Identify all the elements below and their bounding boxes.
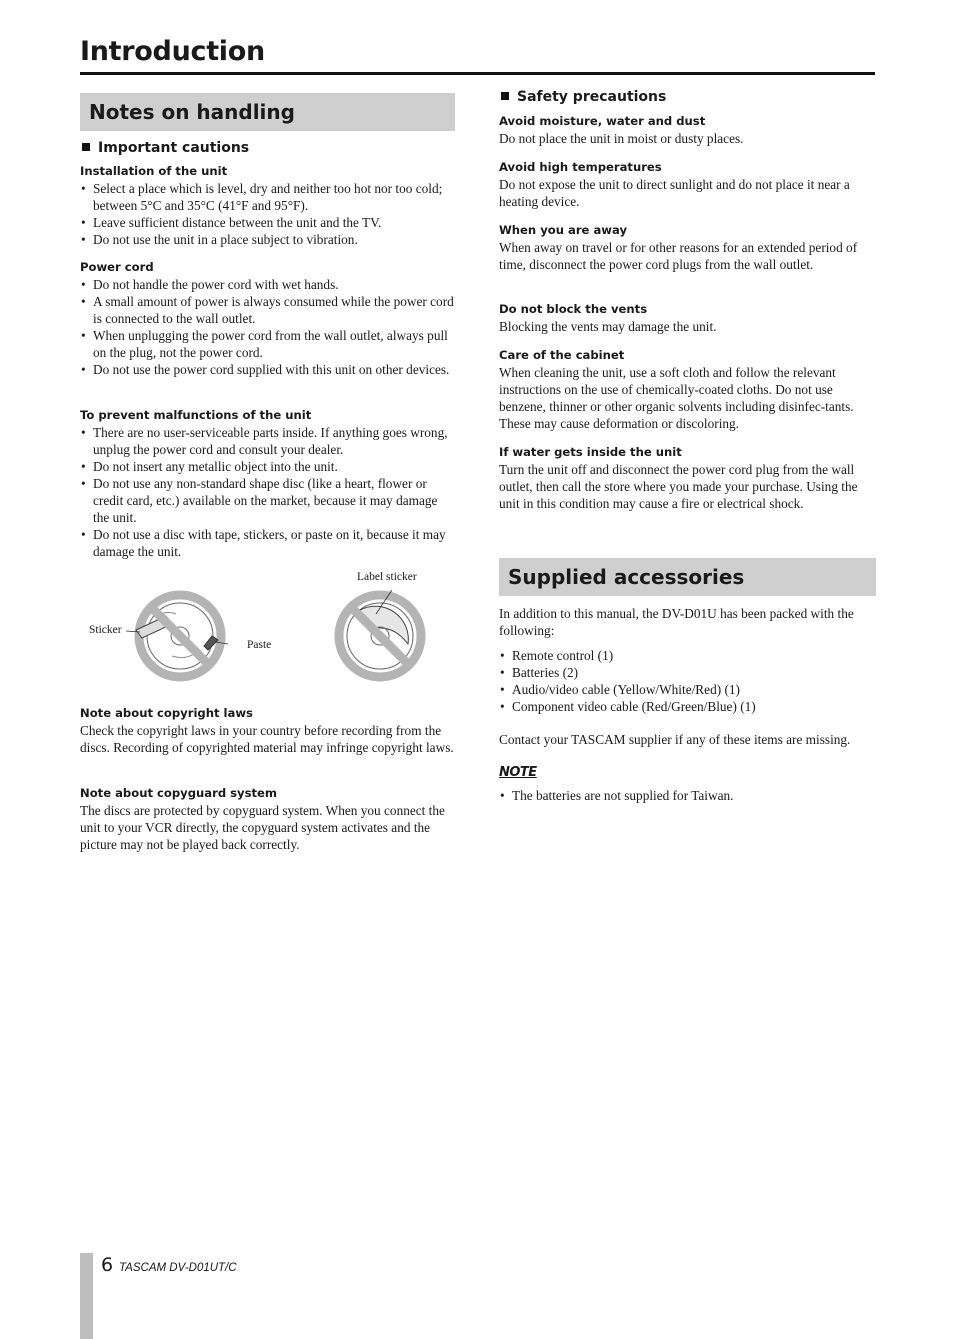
label-sticker-label: Label sticker <box>357 571 417 583</box>
list-item: • The batteries are not supplied for Taiwan. <box>499 787 876 804</box>
footer-model-text: TASCAM DV-D01UT/C <box>119 1262 237 1274</box>
list-item: • Do not use a disc with tape, stickers, or paste on it, because it may damage the unit. <box>80 526 456 560</box>
list-item: • Leave sufficient distance between the unit and the TV. <box>80 214 456 231</box>
prohibited-sticker-disc-icon <box>126 595 228 677</box>
power-cord-block <box>80 259 456 378</box>
list-item: • Remote control (1) <box>499 647 876 664</box>
prohibited-label-sticker-disc-icon <box>339 590 421 677</box>
list-item: • Do not use the power cord supplied with this unit on other devices. <box>80 361 456 378</box>
away-text: When away on travel or for other reasons for an extended period of time, disconnect the power cord plugs from the wall outlet. <box>499 240 858 272</box>
subheading-label: Safety precautions <box>517 89 667 105</box>
title-rule <box>80 72 875 75</box>
page-number: 6 <box>101 1254 114 1276</box>
copyguard-block <box>80 785 456 853</box>
installation-heading: Installation of the unit <box>80 164 228 178</box>
list-item: • Do not handle the power cord with wet hands. <box>80 276 456 293</box>
malfunctions-block <box>80 407 456 560</box>
page-title: Introduction <box>80 36 265 67</box>
list-item: • Batteries (2) <box>499 664 876 681</box>
prohibited-discs-illustration <box>80 568 456 688</box>
water-block <box>499 444 876 512</box>
footer-bar <box>80 1253 93 1339</box>
accessories-contact: Contact your TASCAM supplier if any of these items are missing. <box>499 732 851 747</box>
subheading-important-cautions <box>80 140 249 156</box>
section-title-notes-on-handling: Notes on handling <box>80 93 455 131</box>
water-heading: If water gets inside the unit <box>499 445 682 459</box>
moisture-heading: Avoid moisture, water and dust <box>499 114 706 128</box>
copyguard-text: The discs are protected by copyguard system. When you connect the unit to your VCR directly, the copyguard system activates and the picture may not be played back correctly. <box>80 803 445 852</box>
high-temp-heading: Avoid high temperatures <box>499 160 662 174</box>
vents-heading: Do not block the vents <box>499 302 648 316</box>
disc-figure <box>80 568 456 688</box>
vents-text: Blocking the vents may damage the unit. <box>499 319 717 334</box>
water-text: Turn the unit off and disconnect the power cord plug from the wall outlet, then call the store where you made your purchase. Using the unit in this condition may cause a fire or electrical shock. <box>499 462 858 511</box>
list-item: • Do not insert any metallic object into the unit. <box>80 458 456 475</box>
vents-block <box>499 301 876 335</box>
list-item: • A small amount of power is always consumed while the power cord is connected to the wall outlet. <box>80 293 456 327</box>
copyright-text: Check the copyright laws in your country before recording from the discs. Recording of copyrighted material may infringe copyright laws. <box>80 723 454 755</box>
high-temp-block <box>499 159 876 210</box>
cabinet-heading: Care of the cabinet <box>499 348 625 362</box>
cabinet-text: When cleaning the unit, use a soft cloth and follow the relevant instructions on the use of chemically-coated cloths. Do not use benzene, thinner or other organic solvents including disinfec-tants. These may cause deformation or discoloring. <box>499 365 854 431</box>
malfunctions-heading: To prevent malfunctions of the unit <box>80 408 312 422</box>
power-cord-heading: Power cord <box>80 260 154 274</box>
copyguard-heading: Note about copyguard system <box>80 786 277 800</box>
list-item: • There are no user-serviceable parts inside. If anything goes wrong, unplug the power cord and consult your dealer. <box>80 424 456 458</box>
subheading-label: Important cautions <box>98 140 250 156</box>
square-bullet-icon <box>82 143 90 151</box>
section-title-supplied-accessories: Supplied accessories <box>499 558 876 596</box>
power-cord-list <box>80 276 456 378</box>
copyright-heading: Note about copyright laws <box>80 706 253 720</box>
note-list <box>499 787 876 804</box>
moisture-block <box>499 113 876 147</box>
list-item: • When unplugging the power cord from the wall outlet, always pull on the plug, not the power cord. <box>80 327 456 361</box>
list-item: • Do not use the unit in a place subject to vibration. <box>80 231 456 248</box>
list-item: • Audio/video cable (Yellow/White/Red) (1) <box>499 681 876 698</box>
high-temp-text: Do not expose the unit to direct sunlight and do not place it near a heating device. <box>499 177 850 209</box>
accessories-intro: In addition to this manual, the DV-D01U has been packed with the following: <box>499 606 854 638</box>
cabinet-block <box>499 347 876 432</box>
list-item: • Do not use any non-standard shape disc (like a heart, flower or credit card, etc.) available on the market, because it may damage the unit. <box>80 475 456 526</box>
away-heading: When you are away <box>499 223 628 237</box>
list-item: • Component video cable (Red/Green/Blue) (1) <box>499 698 876 715</box>
moisture-text: Do not place the unit in moist or dusty places. <box>499 131 744 146</box>
list-item: • Select a place which is level, dry and neither too hot nor too cold; between 5°C and 35°C (41°F and 95°F). <box>80 180 456 214</box>
square-bullet-icon <box>501 92 509 100</box>
installation-list <box>80 180 456 248</box>
accessories-list <box>499 647 876 715</box>
away-block <box>499 222 876 273</box>
malfunctions-list <box>80 424 456 560</box>
sticker-label: Sticker <box>89 624 122 636</box>
paste-label: Paste <box>247 639 272 651</box>
installation-block <box>80 163 456 248</box>
copyright-block <box>80 705 456 756</box>
note-heading: NOTE <box>499 765 537 780</box>
subheading-safety-precautions <box>499 89 666 105</box>
